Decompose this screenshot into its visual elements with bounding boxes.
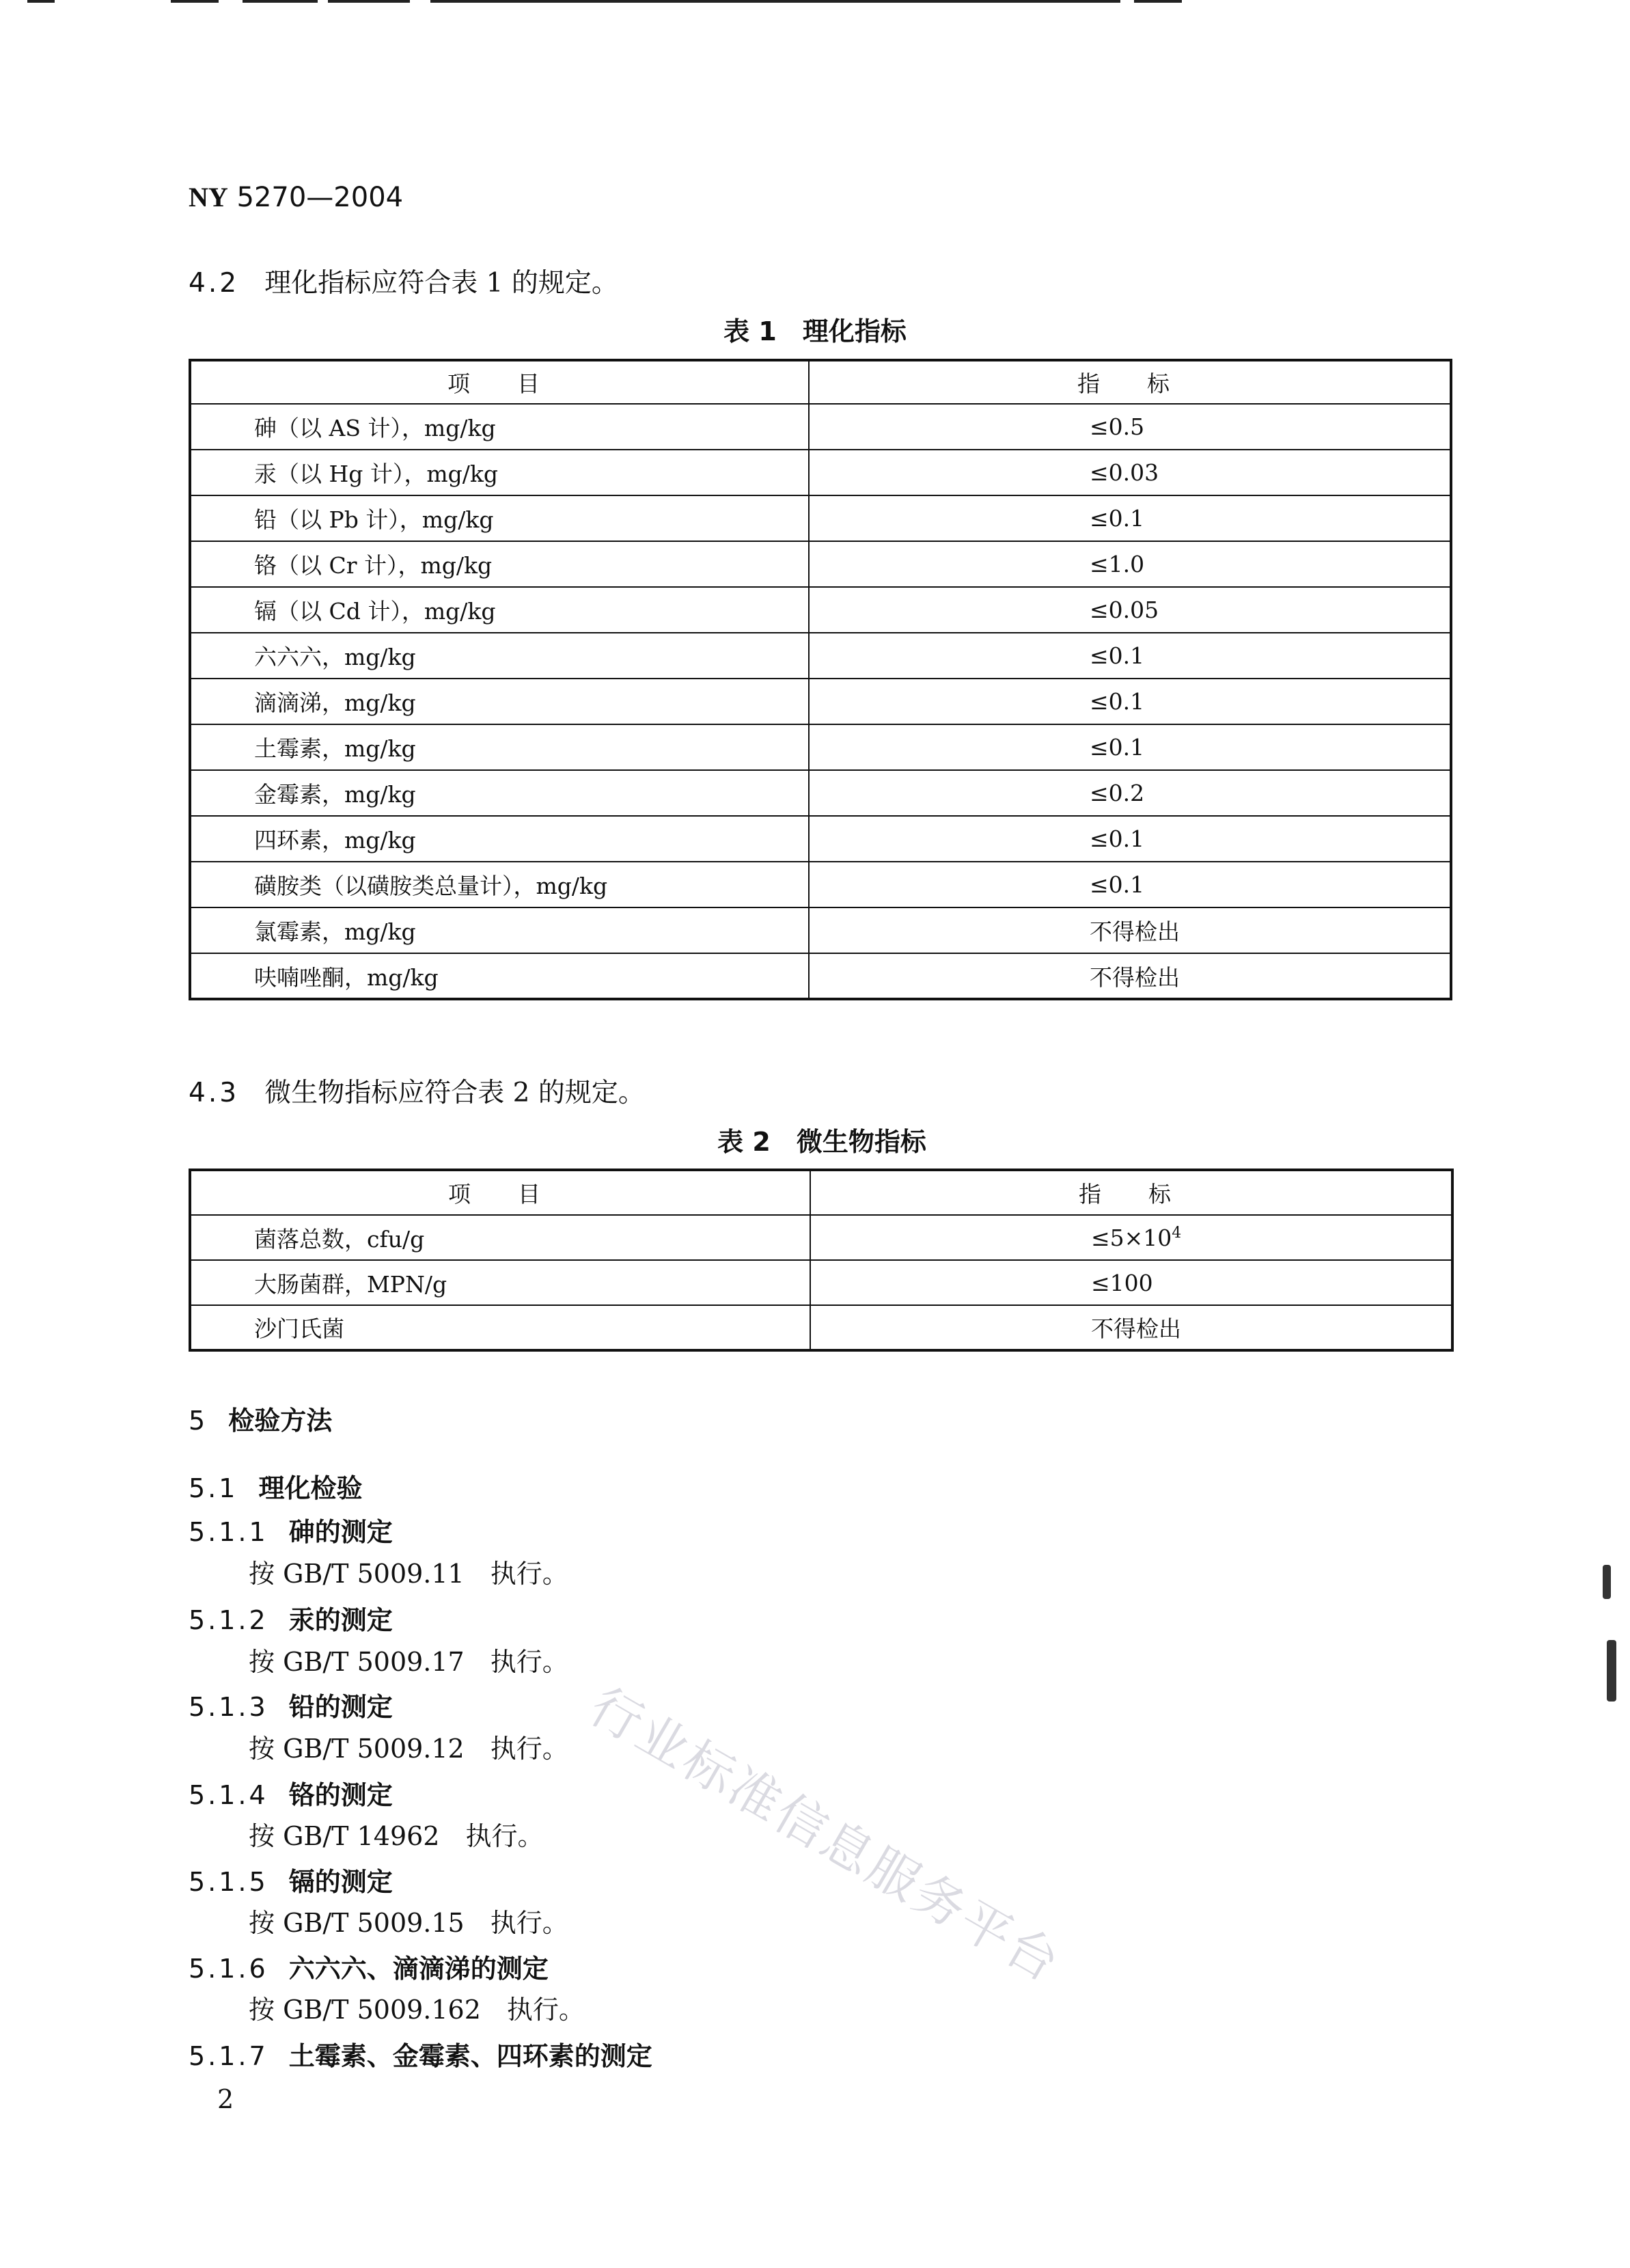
scan-artifact-mark	[1607, 1640, 1616, 1702]
document-code-prefix: NY	[189, 182, 228, 213]
row-item: 镉（以 Cd 计），mg/kg	[190, 587, 809, 633]
method-title: 土霉素、金霉素、四环素的测定	[288, 2041, 652, 2071]
row-value: ≤0.1	[809, 633, 1451, 679]
row-value: ≤0.1	[809, 816, 1451, 862]
header-item: 项 目	[190, 1170, 810, 1215]
table-row	[190, 953, 1451, 999]
row-item: 铅（以 Pb 计），mg/kg	[190, 495, 809, 541]
document-code	[189, 181, 403, 213]
row-value: ≤0.03	[809, 450, 1451, 495]
row-item: 菌落总数，cfu/g	[190, 1215, 810, 1260]
table-row	[190, 1260, 1452, 1305]
table-row	[190, 1305, 1452, 1350]
table-row	[190, 679, 1451, 724]
row-item: 砷（以 AS 计），mg/kg	[190, 404, 809, 450]
table-row	[190, 816, 1451, 862]
row-item: 铬（以 Cr 计），mg/kg	[190, 541, 809, 587]
method-number: 5.1.5	[189, 1867, 268, 1897]
row-value: ≤0.1	[809, 679, 1451, 724]
row-value: ≤1.0	[809, 541, 1451, 587]
page-number: 2	[217, 2084, 234, 2114]
table-row	[190, 907, 1451, 953]
table-row	[190, 587, 1451, 633]
method-5-1-2-heading	[189, 1599, 393, 1637]
row-value: ≤0.1	[809, 724, 1451, 770]
row-item: 六六六，mg/kg	[190, 633, 809, 679]
method-5-1-4-text: 按 GB/T 14962 执行。	[249, 1821, 544, 1851]
method-number: 5.1.1	[189, 1517, 268, 1547]
row-value-exponent: 4	[1172, 1224, 1182, 1242]
section-4-2	[189, 262, 618, 300]
row-item: 沙门氏菌	[190, 1305, 810, 1350]
method-5-1-1-heading	[189, 1511, 393, 1548]
row-value	[810, 1215, 1452, 1260]
row-value: ≤0.1	[809, 862, 1451, 907]
section-title: 检验方法	[228, 1406, 333, 1436]
row-value: 不得检出	[809, 953, 1451, 999]
method-5-1-6-text: 按 GB/T 5009.162 执行。	[249, 1995, 585, 2025]
method-title: 铅的测定	[288, 1692, 393, 1722]
row-value-base: ≤5×10	[1091, 1224, 1172, 1251]
watermark: 行业标准信息服务平台	[580, 1676, 1071, 1995]
method-title: 六六六、滴滴涕的测定	[288, 1954, 549, 1984]
method-5-1-5-text: 按 GB/T 5009.15 执行。	[249, 1908, 568, 1938]
method-title: 砷的测定	[288, 1517, 393, 1547]
table-header-row	[190, 1170, 1452, 1215]
top-border-rule	[0, 0, 1630, 3]
method-5-1-3-heading	[189, 1686, 393, 1723]
row-value: ≤0.2	[809, 770, 1451, 816]
row-value: ≤100	[810, 1260, 1452, 1305]
method-number: 5.1.3	[189, 1692, 268, 1722]
table-row	[190, 495, 1451, 541]
table-row	[190, 633, 1451, 679]
method-5-1-6-heading	[189, 1948, 549, 1985]
method-title: 铬的测定	[288, 1780, 393, 1810]
method-5-1-4-heading	[189, 1774, 393, 1812]
row-value: 不得检出	[810, 1305, 1452, 1350]
header-indicator: 指 标	[809, 360, 1451, 404]
method-title: 汞的测定	[288, 1605, 393, 1635]
row-item: 金霉素，mg/kg	[190, 770, 809, 816]
table-header-row	[190, 360, 1451, 404]
row-item: 大肠菌群，MPN/g	[190, 1260, 810, 1305]
scan-artifact-mark	[1603, 1565, 1611, 1599]
section-number: 4.2	[189, 268, 240, 299]
method-5-1-3-text: 按 GB/T 5009.12 执行。	[249, 1734, 568, 1764]
section-number: 5.1	[189, 1473, 238, 1503]
method-5-1-1-text: 按 GB/T 5009.11 执行。	[249, 1559, 568, 1589]
document-code-number: 5270—2004	[236, 182, 404, 213]
row-item: 氯霉素，mg/kg	[190, 907, 809, 953]
table-row	[190, 450, 1451, 495]
table-2-caption: 表 2 微生物指标	[717, 1127, 926, 1157]
section-text: 微生物指标应符合表 2 的规定。	[264, 1078, 645, 1108]
method-5-1-7-heading	[189, 2035, 652, 2073]
method-number: 5.1.4	[189, 1780, 268, 1810]
header-indicator: 指 标	[810, 1170, 1452, 1215]
section-number: 5	[189, 1406, 208, 1436]
method-5-1-2-text: 按 GB/T 5009.17 执行。	[249, 1647, 568, 1677]
row-item: 磺胺类（以磺胺类总量计），mg/kg	[190, 862, 809, 907]
section-number: 4.3	[189, 1078, 240, 1108]
table-1-caption: 表 1 理化指标	[723, 316, 907, 346]
method-title: 镉的测定	[288, 1867, 393, 1897]
table-row	[190, 724, 1451, 770]
row-value: ≤0.5	[809, 404, 1451, 450]
section-4-3	[189, 1071, 645, 1110]
method-number: 5.1.7	[189, 2041, 268, 2071]
section-5-1-heading	[189, 1467, 362, 1505]
table-row	[190, 770, 1451, 816]
section-5-heading	[189, 1399, 332, 1437]
row-item: 汞（以 Hg 计），mg/kg	[190, 450, 809, 495]
row-item: 呋喃唑酮，mg/kg	[190, 953, 809, 999]
row-item: 四环素，mg/kg	[190, 816, 809, 862]
table-1-physicochemical	[189, 359, 1452, 1000]
method-number: 5.1.2	[189, 1605, 268, 1635]
table-row	[190, 404, 1451, 450]
table-2-microbiological	[189, 1169, 1454, 1352]
table-row	[190, 1215, 1452, 1260]
method-5-1-5-heading	[189, 1861, 393, 1898]
section-text: 理化指标应符合表 1 的规定。	[264, 268, 618, 299]
row-value: ≤0.05	[809, 587, 1451, 633]
table-row	[190, 862, 1451, 907]
table-row	[190, 541, 1451, 587]
row-value: 不得检出	[809, 907, 1451, 953]
row-item: 滴滴涕，mg/kg	[190, 679, 809, 724]
row-item: 土霉素，mg/kg	[190, 724, 809, 770]
section-title: 理化检验	[258, 1473, 363, 1503]
header-item: 项 目	[190, 360, 809, 404]
row-value: ≤0.1	[809, 495, 1451, 541]
method-number: 5.1.6	[189, 1954, 268, 1984]
